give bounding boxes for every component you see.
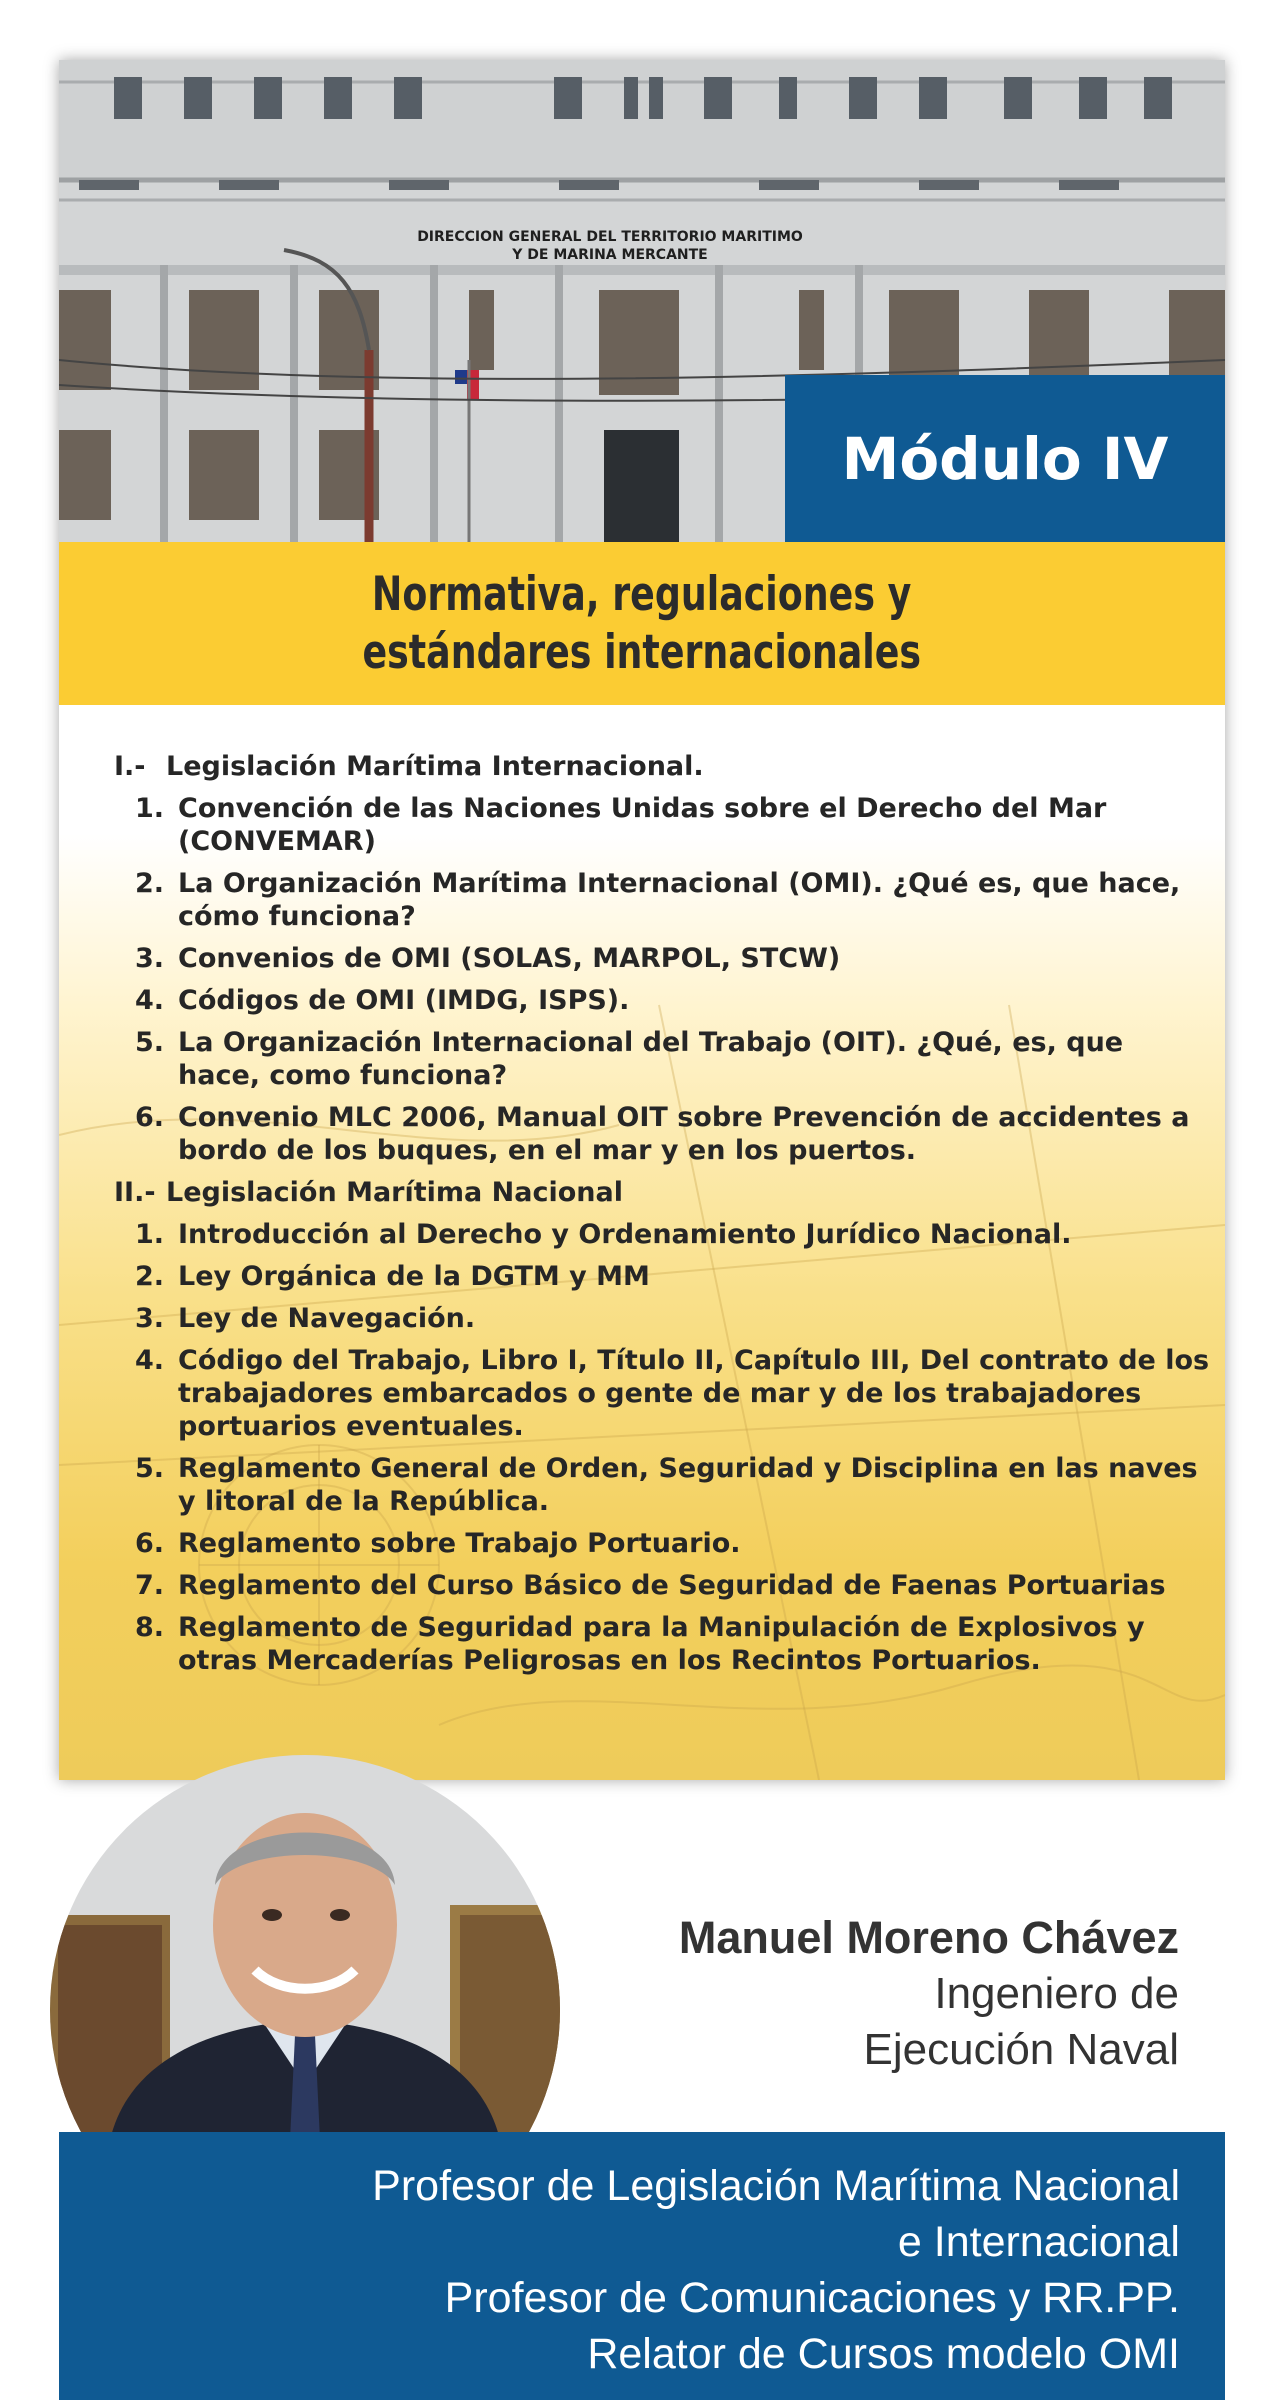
section-number: II.-: [114, 1177, 156, 1208]
list-item: [114, 1026, 1214, 1092]
list-item-text: Convenio MLC 2006, Manual OIT sobre Prevención de accidentes a bordo de los buques, en el mar y en los puertos.: [178, 1102, 1190, 1166]
list-item: [114, 984, 1214, 1017]
list-item-number: 3.: [134, 1303, 164, 1334]
list-item-number: 4.: [134, 1345, 164, 1376]
title-band: [59, 542, 1225, 705]
module-title-line-2: estándares internacionales: [362, 624, 922, 680]
list-item: [114, 1302, 1214, 1335]
list-item: [114, 1452, 1214, 1518]
list-item-number: 3.: [134, 943, 164, 974]
list-item-text: Ley Orgánica de la DGTM y MM: [178, 1261, 650, 1292]
credential-line-3: Profesor de Comunicaciones y RR.PP.: [444, 2274, 1180, 2322]
building-sign-line-1: DIRECCION GENERAL DEL TERRITORIO MARITIMO: [417, 229, 803, 245]
list-item-number: 2.: [134, 1261, 164, 1292]
presenter-name: Manuel Moreno Chávez: [678, 1912, 1179, 1963]
presenter-role-line-2: Ejecución Naval: [863, 2025, 1179, 2074]
list-item-text: Convención de las Naciones Unidas sobre el Derecho del Mar (CONVEMAR): [178, 793, 1107, 857]
list-item-text: La Organización Internacional del Trabajo (OIT). ¿Qué, es, que hace, como funciona?: [178, 1027, 1124, 1091]
section-title: Legislación Marítima Internacional.: [166, 751, 704, 782]
syllabus-panel: [59, 705, 1225, 1780]
syllabus-list: [114, 750, 1214, 1686]
building-sign-line-2: Y DE MARINA MERCANTE: [512, 247, 708, 263]
list-item: [114, 942, 1214, 975]
list-item-number: 1.: [134, 793, 164, 824]
list-item-text: Ley de Navegación.: [178, 1303, 476, 1334]
module-badge: [785, 375, 1225, 542]
list-item: [114, 1218, 1214, 1251]
credential-line-4: Relator de Cursos modelo OMI: [587, 2330, 1180, 2378]
list-item-text: Reglamento de Seguridad para la Manipulación de Explosivos y otras Mercaderías Peligrosas en los Recintos Portuarios.: [178, 1612, 1145, 1676]
list-item: [114, 1611, 1214, 1677]
list-item-number: 4.: [134, 985, 164, 1016]
credential-line-2: e Internacional: [897, 2218, 1180, 2266]
list-item-text: La Organización Marítima Internacional (OMI). ¿Qué es, que hace, cómo funciona?: [178, 868, 1181, 932]
presenter-credentials: [59, 2132, 1225, 2400]
list-item: [114, 1260, 1214, 1293]
presenter-info: [679, 1910, 1179, 2078]
list-item: [114, 1569, 1214, 1602]
list-item-number: 6.: [134, 1102, 164, 1133]
module-label: Módulo IV: [841, 424, 1169, 493]
list-item-text: Códigos de OMI (IMDG, ISPS).: [178, 985, 630, 1016]
list-item-text: Reglamento del Curso Básico de Seguridad de Faenas Portuarias: [178, 1570, 1166, 1601]
list-item-text: Reglamento sobre Trabajo Portuario.: [178, 1528, 741, 1559]
presenter-portrait: [50, 1755, 560, 2140]
list-item: [114, 1344, 1214, 1443]
list-item-number: 6.: [134, 1528, 164, 1559]
list-item-number: 7.: [134, 1570, 164, 1601]
list-item-text: Reglamento General de Orden, Seguridad y Disciplina en las naves y litoral de la República.: [178, 1453, 1198, 1517]
list-item-number: 5.: [134, 1027, 164, 1058]
list-item: [114, 1527, 1214, 1560]
list-item-text: Convenios de OMI (SOLAS, MARPOL, STCW): [178, 943, 841, 974]
section-number: I.-: [114, 751, 146, 782]
list-item-number: 5.: [134, 1453, 164, 1484]
list-item: [114, 792, 1214, 858]
credential-line-1: Profesor de Legislación Marítima Nacional: [372, 2162, 1180, 2210]
presenter-role-line-1: Ingeniero de: [934, 1969, 1179, 2018]
list-item: [114, 1101, 1214, 1167]
list-item-number: 2.: [134, 868, 164, 899]
list-item-number: 8.: [134, 1612, 164, 1643]
section-heading: [114, 750, 1214, 783]
list-item-text: Introducción al Derecho y Ordenamiento Jurídico Nacional.: [178, 1219, 1072, 1250]
module-card: [59, 60, 1225, 1780]
section-title: Legislación Marítima Nacional: [166, 1177, 623, 1208]
list-item-number: 1.: [134, 1219, 164, 1250]
module-title-line-1: Normativa, regulaciones y: [372, 566, 912, 622]
list-item-text: Código del Trabajo, Libro I, Título II, Capítulo III, Del contrato de los trabajadores embarcados o gente de mar y de los trabajadores portuarios eventuales.: [178, 1345, 1210, 1442]
list-item: [114, 867, 1214, 933]
section-heading: [114, 1176, 1214, 1209]
